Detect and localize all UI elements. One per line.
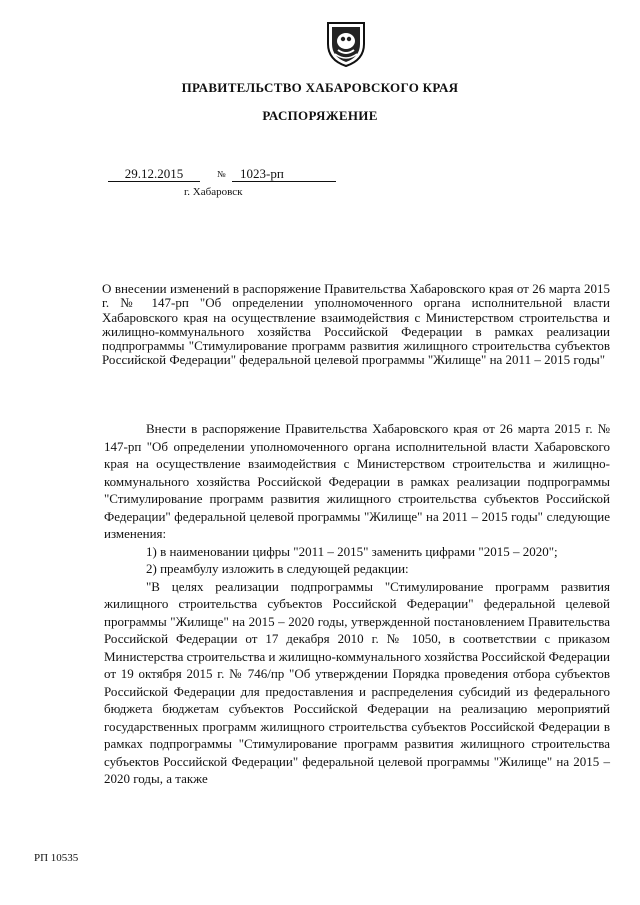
- organization-name: ПРАВИТЕЛЬСТВО ХАБАРОВСКОГО КРАЯ: [181, 80, 459, 95]
- document-number: 1023-рп: [232, 167, 336, 182]
- number-sign: №: [217, 169, 226, 179]
- paragraph-intro: Внести в распоряжение Правительства Хабаровского края от 26 марта 2015 г. № 147-рп "Об определении уполномоченного органа исполнительной власти Хабаровского края на осуществление взаимодействия с Министерством строительства и жилищно-коммунального хозяйства Российской Федерации в рамках реализации подпрограммы "Стимулирование программ развития жилищного строительства субъектов Российской Федерации" федеральной целевой программы "Жилище" на 2011 – 2015 годы" следующие изменения:: [104, 421, 610, 541]
- document-body: [104, 420, 610, 788]
- paragraph-item-2: 2) преамбулу изложить в следующей редакции:: [146, 561, 409, 576]
- coat-of-arms-icon: [326, 20, 366, 68]
- document-subject: О внесении изменений в распоряжение Правительства Хабаровского края от 26 марта 2015 г. № 147-рп "Об определении уполномоченного органа исполнительной власти Хабаровского края на осуществление взаимодействия с Министерством строительства и жилищно-коммунального хозяйства Российской Федерации в рамках реализации подпрограммы "Стимулирование программ развития жилищного строительства субъектов Российской Федерации" федеральной целевой программы "Жилище" на 2011 – 2015 годы": [102, 281, 610, 368]
- document-type: РАСПОРЯЖЕНИЕ: [262, 108, 378, 123]
- paragraph-item-1: 1) в наименовании цифры "2011 – 2015" заменить цифрами "2015 – 2020";: [146, 543, 558, 559]
- footer-code: РП 10535: [34, 852, 79, 864]
- document-date: 29.12.2015: [108, 167, 200, 182]
- city: г. Хабаровск: [184, 186, 243, 198]
- paragraph-preamble: "В целях реализации подпрограммы "Стимулирование программ развития жилищного строительства субъектов Российской Федерации" федеральной целевой программы "Жилище" на 2015 – 2020 годы, утвержденной постановлением Правительства Российской Федерации от 17 декабря 2010 г. № 1050, в соответствии с приказом Министерства строительства и жилищно-коммунального хозяйства Российской Федерации от 19 октября 2015 г. № 746/пр "Об утверждении Порядка проведения отбора субъектов Российской Федерации для предоставления и распределения субсидий из федерального бюджета бюджетам субъектов Российской Федерации на реализацию мероприятий государственных программ жилищного строительства субъектов Российской Федерации в рамках подпрограммы "Стимулирование программ развития жилищного строительства субъектов Российской Федерации" федеральной целевой программы "Жилище" на 2015 – 2020 годы, а также: [104, 578, 610, 786]
